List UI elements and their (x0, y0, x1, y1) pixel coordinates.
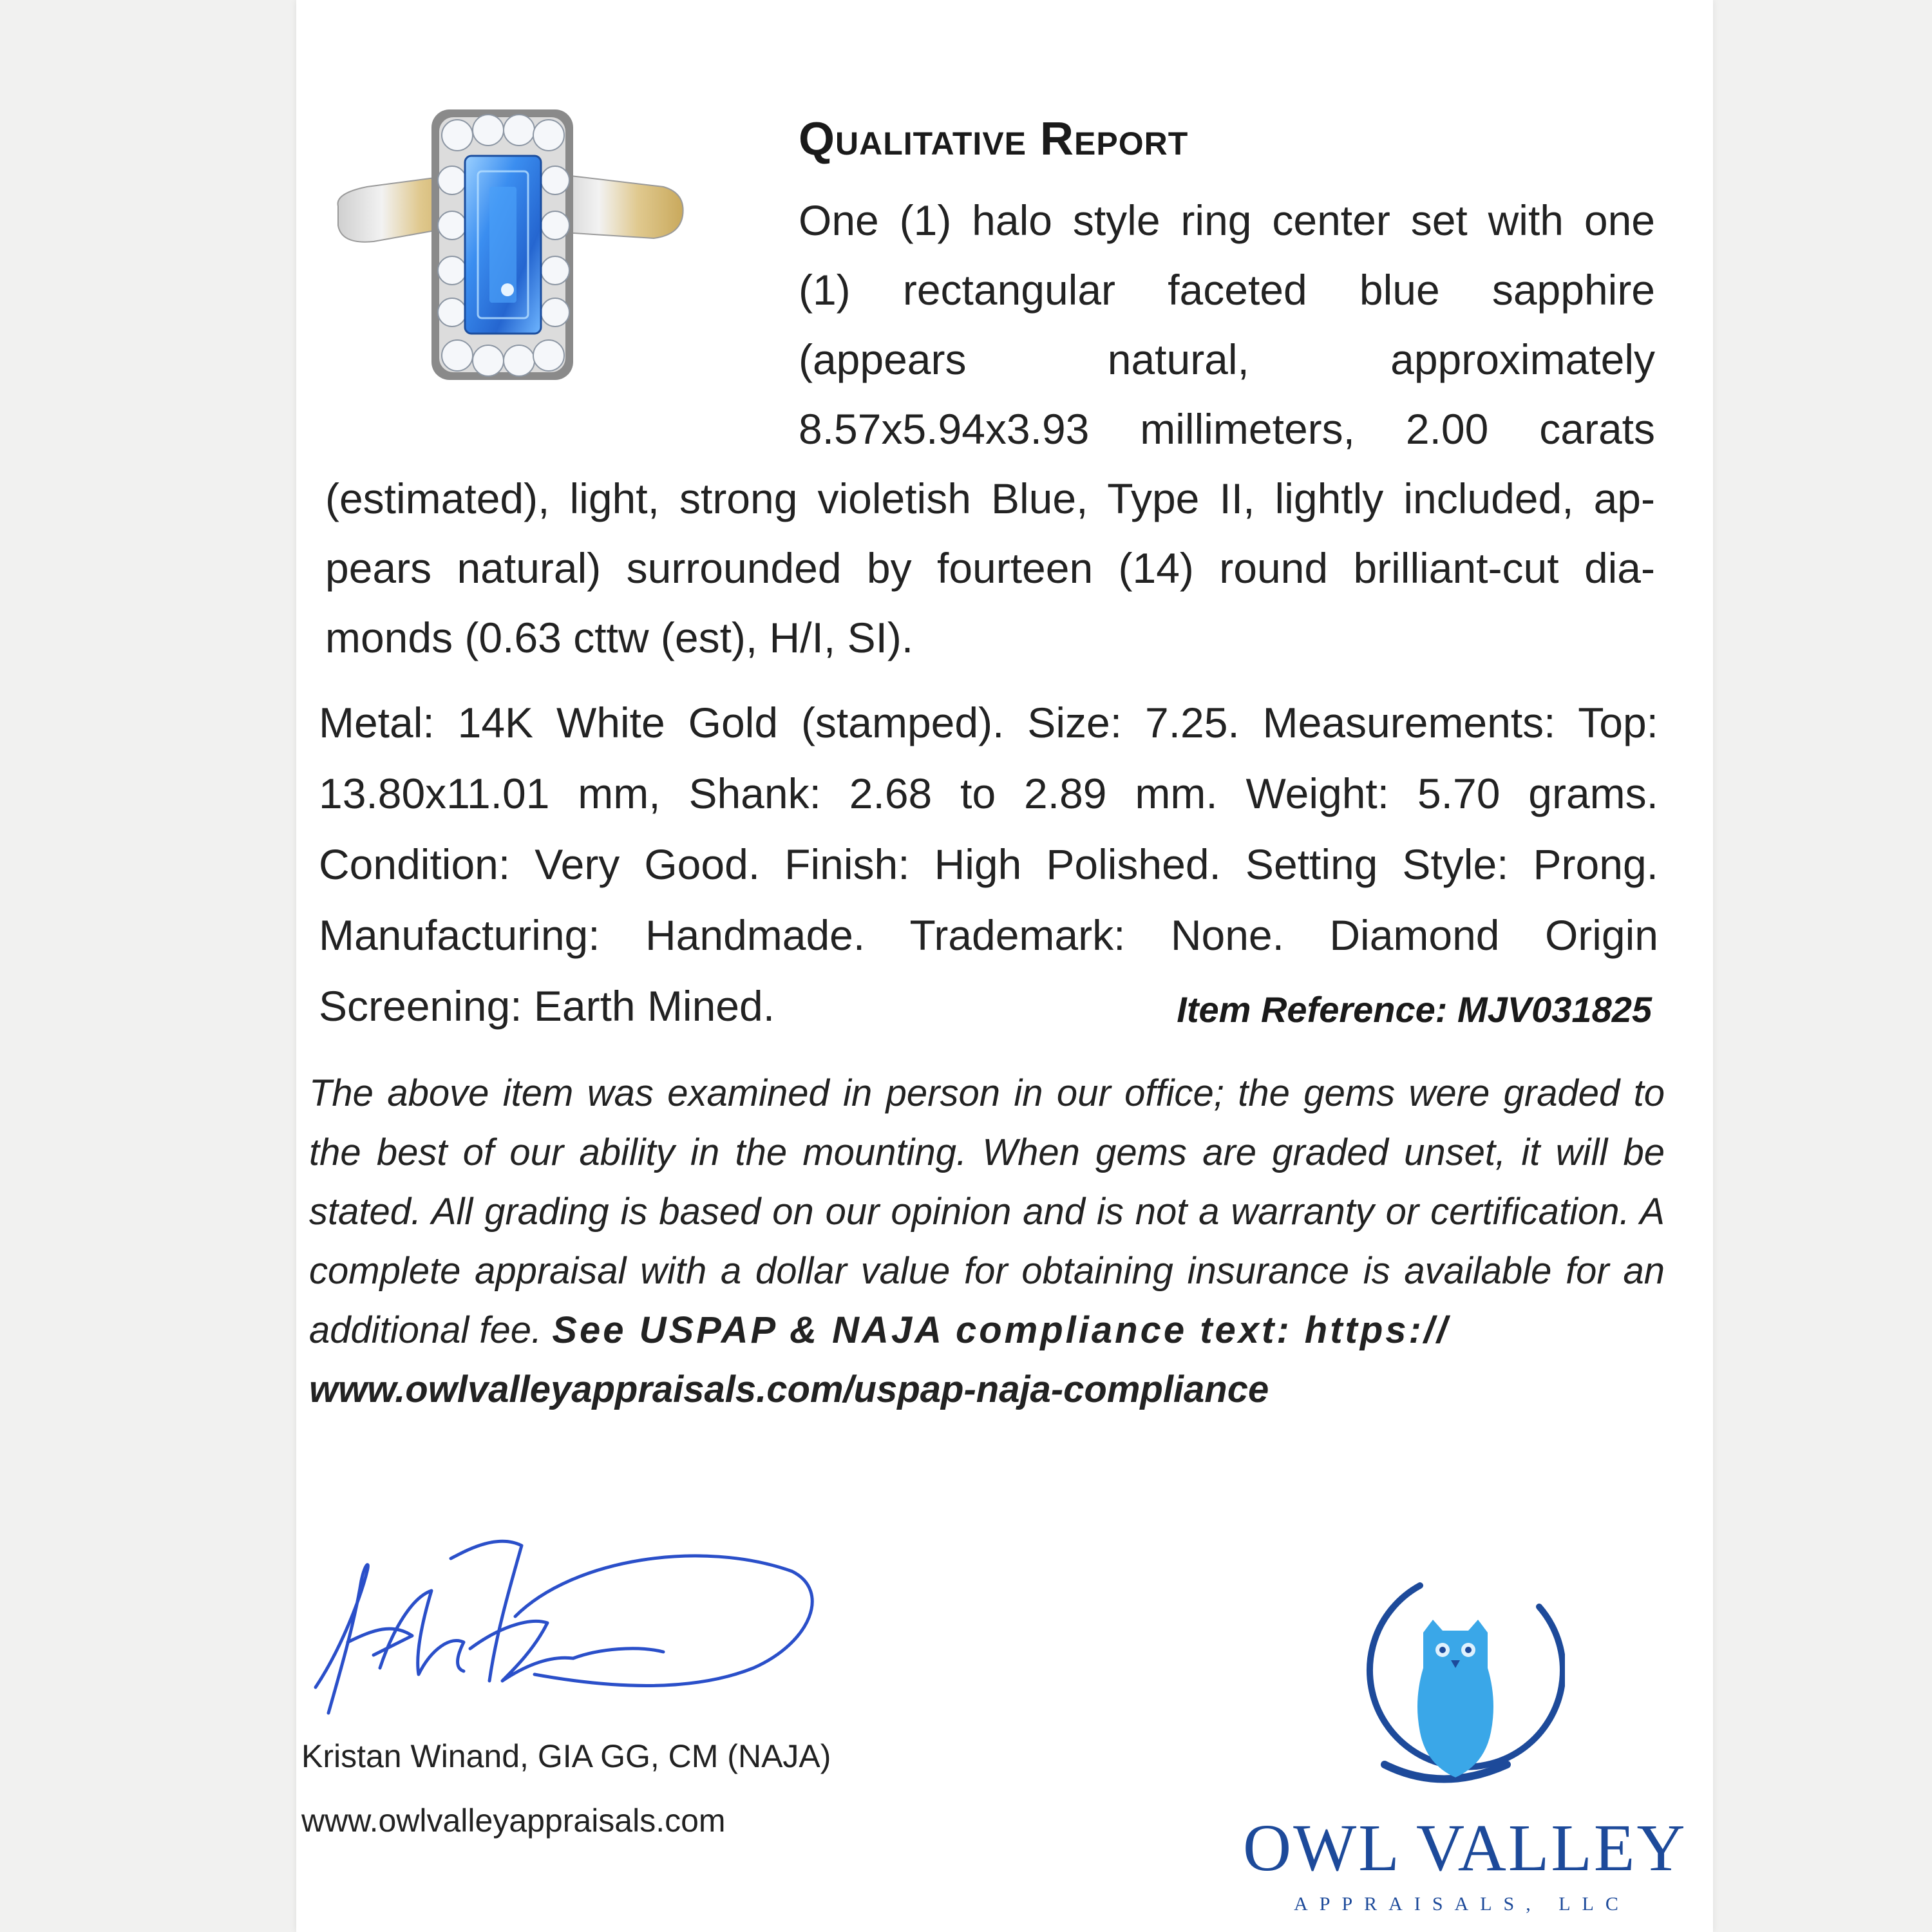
appraiser-website[interactable]: www.owlvalleyappraisals.com (301, 1803, 726, 1839)
item-details: Metal: 14K White Gold (stamped). Size: 7.25. Measurements: Top: 13.80x11.01 mm, Shank: 2.68 to 2.89 mm. Weight: 5.70 grams. Condition: Very Good. Finish: High Polished. Setting Style: Prong. Manufacturing: Handmade. Trademark: None. Diamond Origin Screening: Earth Mined. (319, 699, 1658, 1030)
description-line: (appears natural, approximately (799, 336, 1655, 383)
brand-subtitle: APPRAISALS, LLC (1294, 1893, 1630, 1915)
brand-name: OWL VALLEY (1243, 1811, 1687, 1885)
description-continued: (estimated), light, strong violetish Blue, Type II, lightly included, ap-pears natural) surrounded by fourteen (14) round brilliant-cut dia-monds (0.63 cttw (est), H/I, SI). (325, 475, 1655, 661)
signature (303, 1520, 831, 1739)
disclaimer-text: The above item was examined in person in our office; the gems were graded to the best of our ability in the mounting. When gems are graded unset, it will be stated. All grading is based on our opinion and is not a warranty or certification. A complete appraisal with a dollar value for obtaining insurance is available for an additional fee. (309, 1072, 1665, 1351)
owl-logo-icon (1346, 1571, 1565, 1810)
description-line: 8.57x5.94x3.93 millimeters, 2.00 carats (799, 405, 1655, 453)
description-line: (1) rectangular faceted blue sapphire (799, 266, 1655, 314)
report-title: Qualitative Report (799, 113, 1189, 165)
compliance-url[interactable]: www.owlvalleyappraisals.com/uspap-naja-compliance (309, 1368, 1269, 1410)
disclaimer (309, 1064, 1665, 1419)
description-line: One (1) halo style ring center set with one (799, 196, 1655, 244)
appraiser-name: Kristan Winand, GIA GG, CM (NAJA) (301, 1738, 831, 1774)
ring-photo (328, 97, 689, 393)
item-reference: Item Reference: MJV031825 (1177, 989, 1652, 1030)
compliance-lead: See USPAP & NAJA compliance text: https:// (552, 1309, 1450, 1351)
description-intro (799, 185, 1655, 464)
